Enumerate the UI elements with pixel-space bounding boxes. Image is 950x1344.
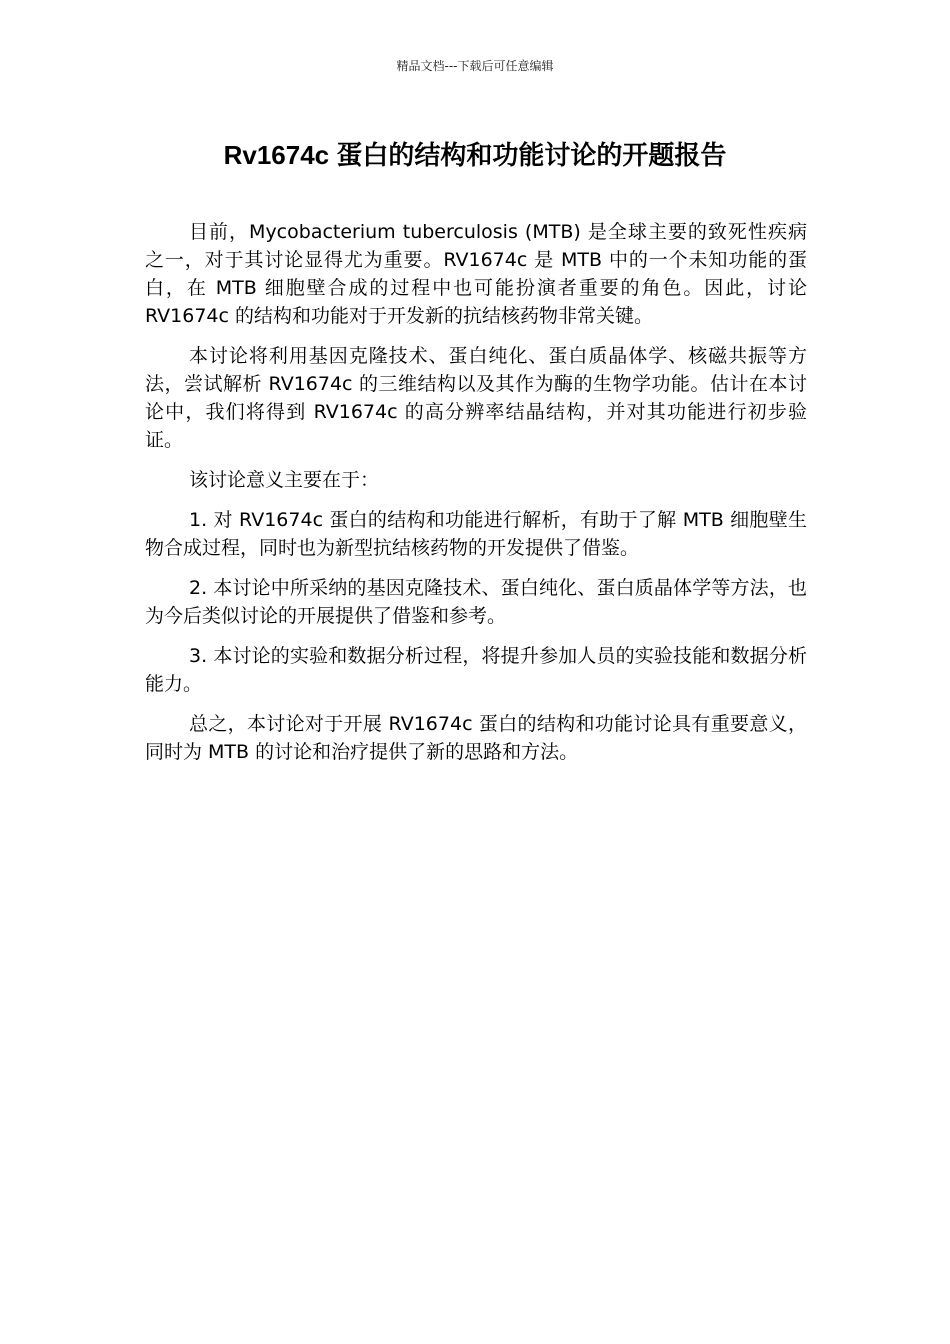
- paragraph-point-2: 2. 本讨论中所采纳的基因克隆技术、蛋白纯化、蛋白质晶体学等方法，也为今后类似讨论的开展提供了借鉴和参考。: [145, 577, 807, 627]
- document-title: Rv1674c 蛋白的结构和功能讨论的开题报告: [223, 140, 727, 170]
- document-body: [145, 218, 807, 778]
- paragraph-conclusion: 总之，本讨论对于开展 RV1674c 蛋白的结构和功能讨论具有重要意义，同时为 MTB 的讨论和治疗提供了新的思路和方法。: [145, 713, 807, 763]
- paragraph-intro: 目前，Mycobacterium tuberculosis (MTB) 是全球主要的致死性疾病之一，对于其讨论显得尤为重要。RV1674c 是 MTB 中的一个未知功能的蛋白，在 MTB 细胞壁合成的过程中也可能扮演者重要的角色。因此，讨论 RV1674c 的结构和功能对于开发新的抗结核药物非常关键。: [145, 221, 807, 327]
- paragraph-point-3: 3. 本讨论的实验和数据分析过程，将提升参加人员的实验技能和数据分析能力。: [145, 645, 807, 695]
- paragraph-point-1: 1. 对 RV1674c 蛋白的结构和功能进行解析，有助于了解 MTB 细胞壁生物合成过程，同时也为新型抗结核药物的开发提供了借鉴。: [145, 509, 807, 559]
- paragraph-methods: 本讨论将利用基因克隆技术、蛋白纯化、蛋白质晶体学、核磁共振等方法，尝试解析 RV1674c 的三维结构以及其作为酶的生物学功能。估计在本讨论中，我们将得到 RV1674c 的高分辨率结晶结构，并对其功能进行初步验证。: [145, 345, 807, 451]
- paragraph-significance-lead: 该讨论意义主要在于：: [189, 469, 380, 491]
- header-note: 精品文档---下载后可任意编辑: [396, 59, 554, 73]
